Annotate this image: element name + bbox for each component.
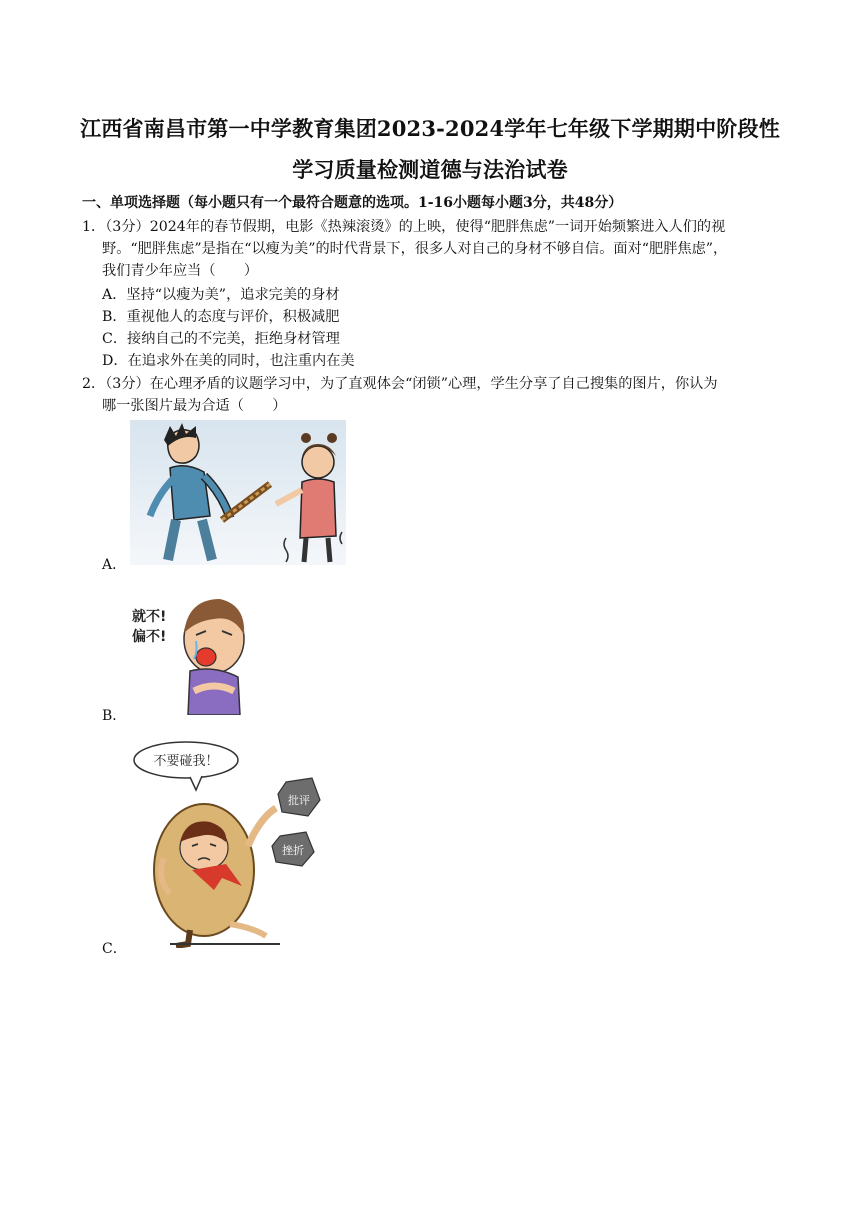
section-heading: 一、单项选择题（每小题只有一个最符合题意的选项。1-16小题每小题3分，共48分） [82,195,623,211]
q2-picture-a [130,420,346,565]
q2-picture-c [130,738,322,948]
q1-stem-line3: 我们青少年应当（ ） [102,263,259,279]
pic-c-rock-1-text: 批评 [288,794,310,807]
q2-option-b-label: B． [102,708,127,724]
exam-title-line1: 江西省南昌市第一中学教育集团2023-2024学年七年级下学期期中阶段性 [80,116,780,141]
exam-title-line2: 学习质量检测道德与法治试卷 [292,157,568,182]
pic-c-rock-2-text: 挫折 [282,844,304,857]
pic-c-bubble-text: 不要碰我！ [153,754,219,769]
q2-option-a-label: A． [102,557,127,573]
q2-picture-b [130,585,246,715]
q2-stem-line1: 2．（3分）在心理矛盾的议题学习中，为了直观体会“闭锁”心理，学生分享了自己搜集的图片，你认为 [82,376,718,392]
q1-option-a: A．坚持“以瘦为美”，追求完美的身材 [102,287,340,303]
q1-stem-line2: 野。“肥胖焦虑”是指在“以瘦为美”的时代背景下，很多人对自己的身材不够自信。面对“肥胖焦虑”， [102,241,728,257]
q2-stem-line2: 哪一张图片最为合适（ ） [102,398,287,414]
q1-option-d: D．在追求外在美的同时，也注重内在美 [102,353,355,369]
pic-b-text-2: 偏不! [132,629,167,645]
q2-option-c-label: C． [102,941,127,957]
q1-option-b: B．重视他人的态度与评价，积极减肥 [102,309,340,325]
q1-stem-line1: 1．（3分）2024年的春节假期，电影《热辣滚烫》的上映，使得“肥胖焦虑”一词开始频繁进入人们的视 [82,219,726,235]
q1-option-c: C．接纳自己的不完美，拒绝身材管理 [102,331,340,347]
pic-b-text-1: 就不! [132,609,167,625]
